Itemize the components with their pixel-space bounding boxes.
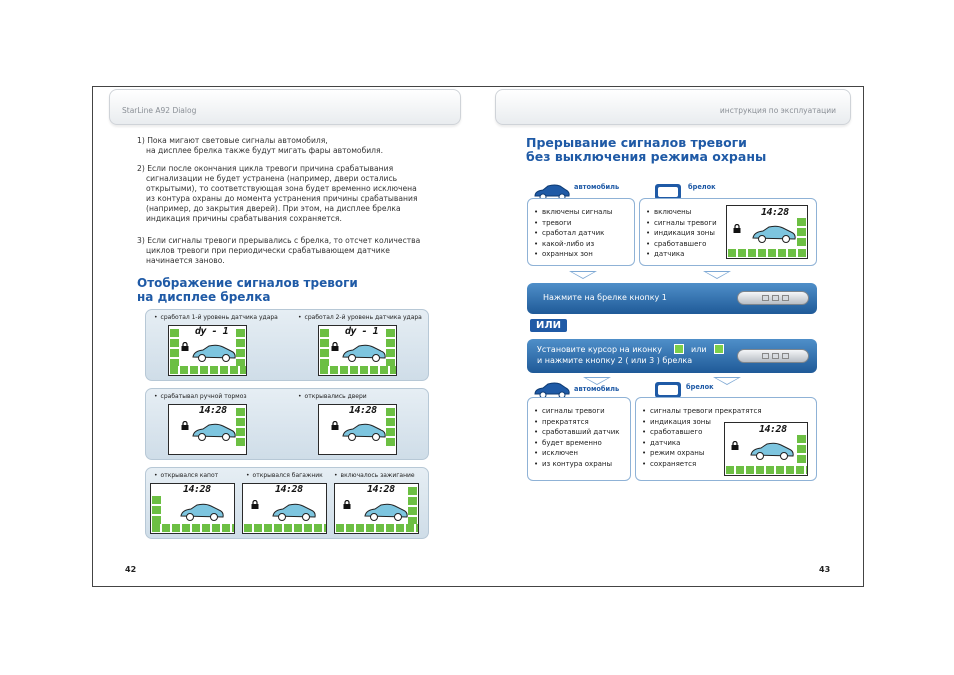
label-car-top: автомобиль — [574, 183, 620, 191]
list-item-3-line-2: циклов тревоги при периодически срабатывающем датчике — [146, 246, 390, 255]
caption-doors: • открывались двери — [298, 393, 367, 400]
fob-buttons-icon — [737, 349, 809, 363]
lcd-display-hood — [150, 483, 235, 534]
caption-shock-2: • сработал 2-й уровень датчика удара — [298, 314, 422, 321]
lcd-icon-row — [152, 524, 234, 532]
left-header-title: StarLine A92 Dialog — [122, 106, 197, 115]
caption-handbrake: • срабатывал ручной тормоз — [154, 393, 247, 400]
cancel-alarm-icon — [714, 344, 724, 354]
lcd-icon-column — [170, 329, 179, 369]
list-item-continuation: • исключен — [534, 448, 620, 459]
list-item: • режим охраны — [642, 448, 762, 459]
panel-brake-doors — [145, 388, 429, 460]
instruction-text-2a: Установите курсор на иконку — [537, 345, 662, 354]
caption-hood: • открывался капот — [154, 472, 218, 479]
caption-ignition: • включалось зажигание — [334, 472, 415, 479]
left-page-header — [109, 89, 461, 125]
lcd-time: 14:28 — [349, 405, 377, 416]
instruction-bar-2 — [527, 339, 817, 373]
list-item-2-line-6: индикация причины срабатывания сохраняется. — [146, 214, 342, 223]
lcd-icon-row — [728, 249, 807, 257]
car-status-box-bottom — [527, 397, 631, 481]
lcd-icon-column — [236, 408, 245, 448]
car-icon — [191, 343, 237, 363]
lcd-time: 14:28 — [759, 424, 787, 435]
lcd-display-shock-1 — [168, 325, 247, 376]
cursor-target-icon — [674, 344, 684, 354]
car-icon — [751, 224, 797, 244]
lcd-time: 14:28 — [199, 405, 227, 416]
list-item-2-line-5: (например, до закрытия дверей). При этом, на дисплее брелка — [146, 204, 401, 213]
instruction-text-2b: и нажмите кнопку 2 ( или 3 ) брелка — [537, 356, 693, 365]
fob-lcd-display-top — [726, 205, 808, 259]
manual-spread — [92, 86, 864, 587]
car-status-box-top — [527, 198, 635, 266]
panel-hood-trunk-ignition — [145, 467, 429, 539]
lcd-icon-column — [797, 218, 806, 248]
list-item: • индикация зоны — [646, 228, 717, 239]
fob-status-box-bottom — [635, 397, 817, 481]
list-item-2-line-3: открытыми), то соответствующая зона будет временно исключена — [146, 184, 417, 193]
lcd-icon-column — [386, 408, 395, 448]
list-item-3-line-3: начинается заново. — [146, 256, 225, 265]
left-section-title-line-1: Отображение сигналов тревоги — [137, 276, 358, 290]
label-car-bottom: автомобиль — [574, 385, 620, 393]
list-item: • включены сигналы — [534, 207, 612, 218]
lock-icon — [733, 224, 741, 233]
fob-buttons-icon — [737, 291, 809, 305]
arrow-down-icon — [703, 271, 731, 279]
or-label: ИЛИ — [530, 319, 567, 332]
list-item-continuation: • какой-либо из — [534, 239, 612, 250]
fob-lcd-display-bottom — [724, 422, 808, 476]
list-item: • сработал датчик — [534, 228, 612, 239]
list-item-2-line-2: сигнализации не будет устранена (например, двери остались — [146, 174, 398, 183]
list-item-3-line-1: 3) Если сигналы тревоги прерывались с брелка, то отсчет количества — [137, 236, 421, 245]
lcd-display-trunk — [242, 483, 327, 534]
list-item-continuation: • будет временно — [534, 438, 620, 449]
lcd-display-doors — [318, 404, 397, 455]
label-fob-top: брелок — [688, 183, 716, 191]
car-icon — [341, 343, 387, 363]
label-fob-bottom: брелок — [686, 383, 714, 391]
arrow-down-icon — [569, 271, 597, 279]
lcd-time: 14:28 — [367, 484, 395, 495]
left-section-title-line-2: на дисплее брелка — [137, 290, 271, 304]
right-header-title: инструкция по эксплуатации — [719, 106, 836, 115]
car-icon — [341, 422, 387, 442]
right-title-line-2: без выключения режима охраны — [526, 149, 767, 164]
lcd-time: 14:28 — [761, 207, 789, 218]
list-item-continuation: • из контура охраны — [534, 459, 620, 470]
left-page-number: 42 — [125, 565, 137, 574]
lcd-text: dy - 1 — [345, 326, 379, 337]
arrow-down-icon — [713, 377, 741, 385]
right-page-number: 43 — [819, 565, 831, 574]
lock-icon — [731, 441, 739, 450]
right-title-line-1: Прерывание сигналов тревоги — [526, 135, 747, 150]
lcd-icon-row — [726, 466, 807, 474]
list-item-continuation: • охранных зон — [534, 249, 612, 260]
caption-trunk: • открывался багажник — [246, 472, 323, 479]
list-item-continuation: • сработавшего — [646, 239, 717, 250]
list-item-2-line-4: из контура охраны до момента устранения причины срабатывания — [146, 194, 418, 203]
lcd-time: 14:28 — [183, 484, 211, 495]
lock-icon — [331, 342, 339, 351]
lcd-time: 14:28 — [275, 484, 303, 495]
list-item-continuation: • датчика — [646, 249, 717, 260]
lcd-icon-row — [320, 366, 396, 374]
instruction-text-2-or: или — [691, 345, 707, 354]
lock-icon — [251, 500, 259, 509]
lcd-display-ignition — [334, 483, 419, 534]
lcd-icon-column — [386, 329, 395, 369]
car-icon — [363, 502, 409, 522]
list-item-continuation: • тревоги — [534, 218, 612, 229]
list-item-2-line-1: 2) Если после окончания цикла тревоги причина срабатывания — [137, 164, 394, 173]
lcd-icon-row — [170, 366, 246, 374]
list-item: • сигналы тревоги прекратятся — [642, 406, 762, 417]
lcd-display-handbrake — [168, 404, 247, 455]
arrow-down-icon — [583, 377, 611, 385]
fob-status-box-top — [639, 198, 817, 266]
lock-icon — [331, 421, 339, 430]
car-icon — [191, 422, 237, 442]
list-item: • сработавший датчик — [534, 427, 620, 438]
list-item-continuation: • сохраняется — [642, 459, 762, 470]
lcd-icon-column — [236, 329, 245, 369]
lcd-icon-column — [797, 435, 806, 465]
list-item-1-line-1: 1) Пока мигают световые сигналы автомобиля, — [137, 136, 328, 145]
instruction-bar-1 — [527, 283, 817, 314]
lcd-icon-column — [408, 487, 417, 527]
panel-shock-sensor — [145, 309, 429, 381]
list-item: • сигналы тревоги — [534, 406, 620, 417]
car-icon — [179, 502, 225, 522]
list-item: • включены — [646, 207, 717, 218]
list-item-1-line-2: на дисплее брелка также будут мигать фары автомобиля. — [146, 146, 384, 155]
list-item: • индикация зоны — [642, 417, 762, 428]
list-item-continuation: • сработавшего — [642, 427, 762, 438]
instruction-text-1: Нажмите на брелке кнопку 1 — [543, 293, 667, 302]
list-item-continuation: • прекратятся — [534, 417, 620, 428]
car-icon — [749, 441, 795, 461]
lock-icon — [181, 342, 189, 351]
lcd-icon-column — [320, 329, 329, 369]
list-item-continuation: • сигналы тревоги — [646, 218, 717, 229]
lock-icon — [343, 500, 351, 509]
list-item-continuation: • датчика — [642, 438, 762, 449]
lock-icon — [181, 421, 189, 430]
right-page-header — [495, 89, 851, 125]
caption-shock-1: • сработал 1-й уровень датчика удара — [154, 314, 278, 321]
car-icon — [271, 502, 317, 522]
lcd-display-shock-2 — [318, 325, 397, 376]
lcd-icon-row — [244, 524, 326, 532]
lcd-text: dy - 1 — [195, 326, 229, 337]
lcd-icon-row — [336, 524, 418, 532]
